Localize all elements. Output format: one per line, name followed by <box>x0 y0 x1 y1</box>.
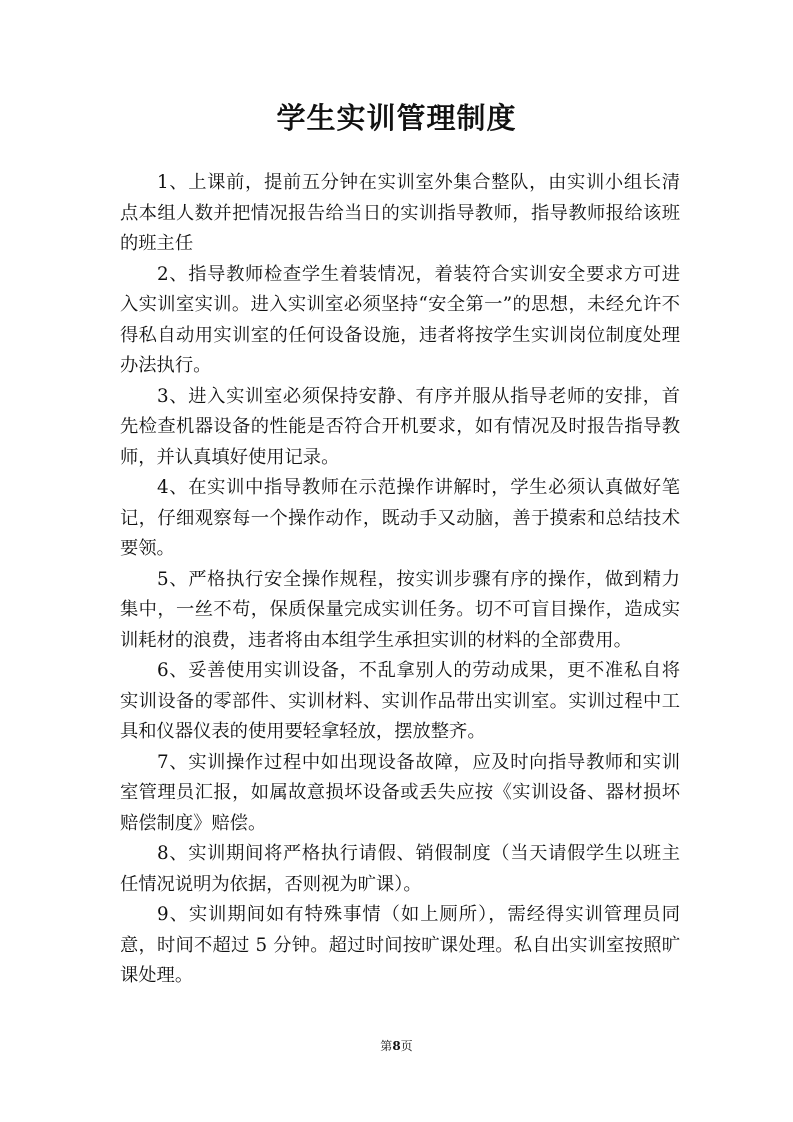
page-number-suffix: 页 <box>400 1039 413 1053</box>
paragraph-4: 4、在实训中指导教师在示范操作讲解时，学生必须认真做好笔记，仔细观察每一个操作动作，既动手又动脑，善于摸索和总结技术要领。 <box>120 477 680 559</box>
page-footer <box>0 1038 793 1054</box>
page-number: 8 <box>392 1039 401 1053</box>
document-body <box>120 168 680 992</box>
paragraph-5: 5、严格执行安全操作规程，按实训步骤有序的操作，做到精力集中，一丝不苟，保质保量完成实训任务。切不可盲目操作，造成实训耗材的浪费，违者将由本组学生承担实训的材料的全部费用。 <box>120 568 680 651</box>
paragraph-2: 2、指导教师检查学生着装情况，着装符合实训安全要求方可进入实训室实训。进入实训室必须坚持“安全第一”的思想，未经允许不得私自动用实训室的任何设备设施，违者将按学生实训岗位制度处理办法执行。 <box>120 263 680 376</box>
document-title: 学生实训管理制度 <box>276 101 517 135</box>
paragraph-3: 3、进入实训室必须保持安静、有序并服从指导老师的安排，首先检查机器设备的性能是否符合开机要求，如有情况及时报告指导教师，并认真填好使用记录。 <box>120 385 680 468</box>
paragraph-6: 6、妥善使用实训设备，不乱拿别人的劳动成果，更不准私自将实训设备的零部件、实训材料、实训作品带出实训室。实训过程中工具和仪器仪表的使用要轻拿轻放，摆放整齐。 <box>120 660 680 742</box>
paragraph-8: 8、实训期间将严格执行请假、销假制度（当天请假学生以班主任情况说明为依据，否则视为旷课）。 <box>120 843 680 895</box>
paragraph-9: 9、实训期间如有特殊事情（如上厕所），需经得实训管理员同意，时间不超过 5 分钟。超过时间按旷课处理。私自出实训室按照旷课处理。 <box>120 904 680 986</box>
paragraph-1: 1、上课前，提前五分钟在实训室外集合整队，由实训小组长清点本组人数并把情况报告给当日的实训指导教师，指导教师报给该班的班主任 <box>120 172 680 254</box>
paragraph-7: 7、实训操作过程中如出现设备故障，应及时向指导教师和实训室管理员汇报，如属故意损坏设备或丢失应按《实训设备、器材损坏赔偿制度》赔偿。 <box>120 751 680 834</box>
page-number-prefix: 第 <box>380 1039 393 1053</box>
